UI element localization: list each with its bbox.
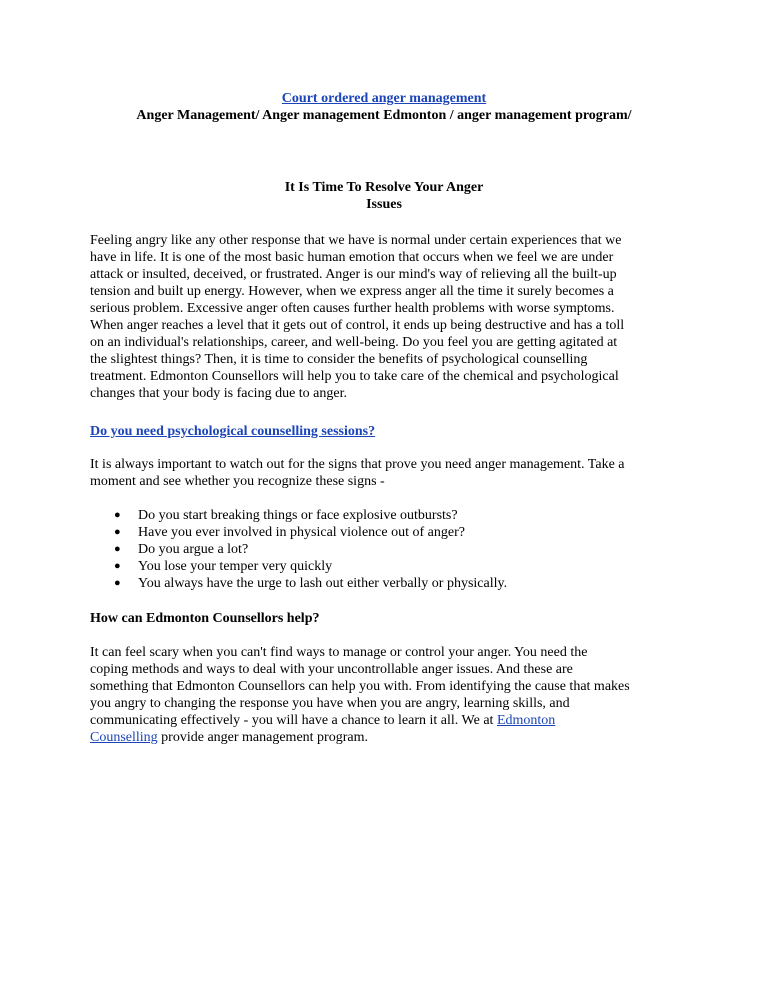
intro-paragraph xyxy=(90,232,680,402)
paragraph-line xyxy=(90,712,680,729)
paragraph-line: attack or insulted, deceived, or frustrated. Anger is our mind's way of relieving all the built-up xyxy=(90,267,617,282)
paragraph-line: It is always important to watch out for the signs that prove you need anger management. Take a xyxy=(90,457,625,472)
help-paragraph xyxy=(90,644,680,746)
bullet-icon: ● xyxy=(114,526,121,538)
paragraph-line: you angry to changing the response you have when you are angry, learning skills, and xyxy=(90,696,570,711)
paragraph-line: When anger reaches a level that it gets out of control, it ends up being destructive and has a toll xyxy=(90,318,625,333)
paragraph-text: communicating effectively - you will have a chance to learn it all. We at xyxy=(90,713,497,728)
list-item-text: Have you ever involved in physical violence out of anger? xyxy=(138,525,465,540)
counselling-sessions-link[interactable]: Do you need psychological counselling sessions? xyxy=(90,424,376,439)
edmonton-counselling-link-part2[interactable]: Counselling xyxy=(90,730,158,745)
paragraph-line: the slightest things? Then, it is time to consider the benefits of psychological counselling xyxy=(90,352,588,367)
paragraph-line: serious problem. Excessive anger often causes further health problems with worse symptoms. xyxy=(90,301,615,316)
page-title-line-2: Issues xyxy=(366,197,402,212)
list-item xyxy=(90,558,507,575)
paragraph-line: changes that your body is facing due to anger. xyxy=(90,386,347,401)
header-subtitle: Anger Management/ Anger management Edmonton / anger management program/ xyxy=(136,108,632,123)
list-item-text: Do you argue a lot? xyxy=(138,542,249,557)
signs-list xyxy=(90,507,507,592)
list-item xyxy=(90,575,507,592)
paragraph-text: provide anger management program. xyxy=(157,730,368,745)
paragraph-line: coping methods and ways to deal with your uncontrollable anger issues. And these are xyxy=(90,662,573,677)
section-heading-help: How can Edmonton Counsellors help? xyxy=(90,611,320,626)
page-title xyxy=(0,179,768,213)
paragraph-line: treatment. Edmonton Counsellors will help you to take care of the chemical and psychological xyxy=(90,369,619,384)
paragraph-line: It can feel scary when you can't find ways to manage or control your anger. You need the xyxy=(90,645,588,660)
list-item xyxy=(90,541,507,558)
bullet-icon: ● xyxy=(114,543,121,555)
paragraph-line: something that Edmonton Counsellors can help you with. From identifying the cause that makes xyxy=(90,679,630,694)
edmonton-counselling-link-part1[interactable]: Edmonton xyxy=(496,713,556,728)
paragraph-line: on an individual's relationships, career, and well-being. Do you feel you are getting agitated at xyxy=(90,335,618,350)
signs-paragraph xyxy=(90,456,680,490)
list-item-text: Do you start breaking things or face explosive outbursts? xyxy=(138,508,458,523)
paragraph-line: tension and built up energy. However, when we express anger all the time it surely becomes a xyxy=(90,284,614,299)
header-title xyxy=(0,90,768,107)
bullet-icon: ● xyxy=(114,509,121,521)
paragraph-line xyxy=(90,729,680,746)
section-heading-counselling xyxy=(90,423,375,440)
list-item-text: You lose your temper very quickly xyxy=(138,559,333,574)
court-ordered-link[interactable]: Court ordered anger management xyxy=(281,91,487,106)
paragraph-line: moment and see whether you recognize these signs - xyxy=(90,474,385,489)
paragraph-line: Feeling angry like any other response that we have is normal under certain experiences that we xyxy=(90,233,622,248)
list-item xyxy=(90,507,507,524)
bullet-icon: ● xyxy=(114,560,121,572)
paragraph-line: have in life. It is one of the most basic human emotion that occurs when we feel we are under xyxy=(90,250,614,265)
list-item-text: You always have the urge to lash out either verbally or physically. xyxy=(138,576,508,591)
list-item xyxy=(90,524,507,541)
page-title-line-1: It Is Time To Resolve Your Anger xyxy=(284,180,484,195)
bullet-icon: ● xyxy=(114,577,121,589)
